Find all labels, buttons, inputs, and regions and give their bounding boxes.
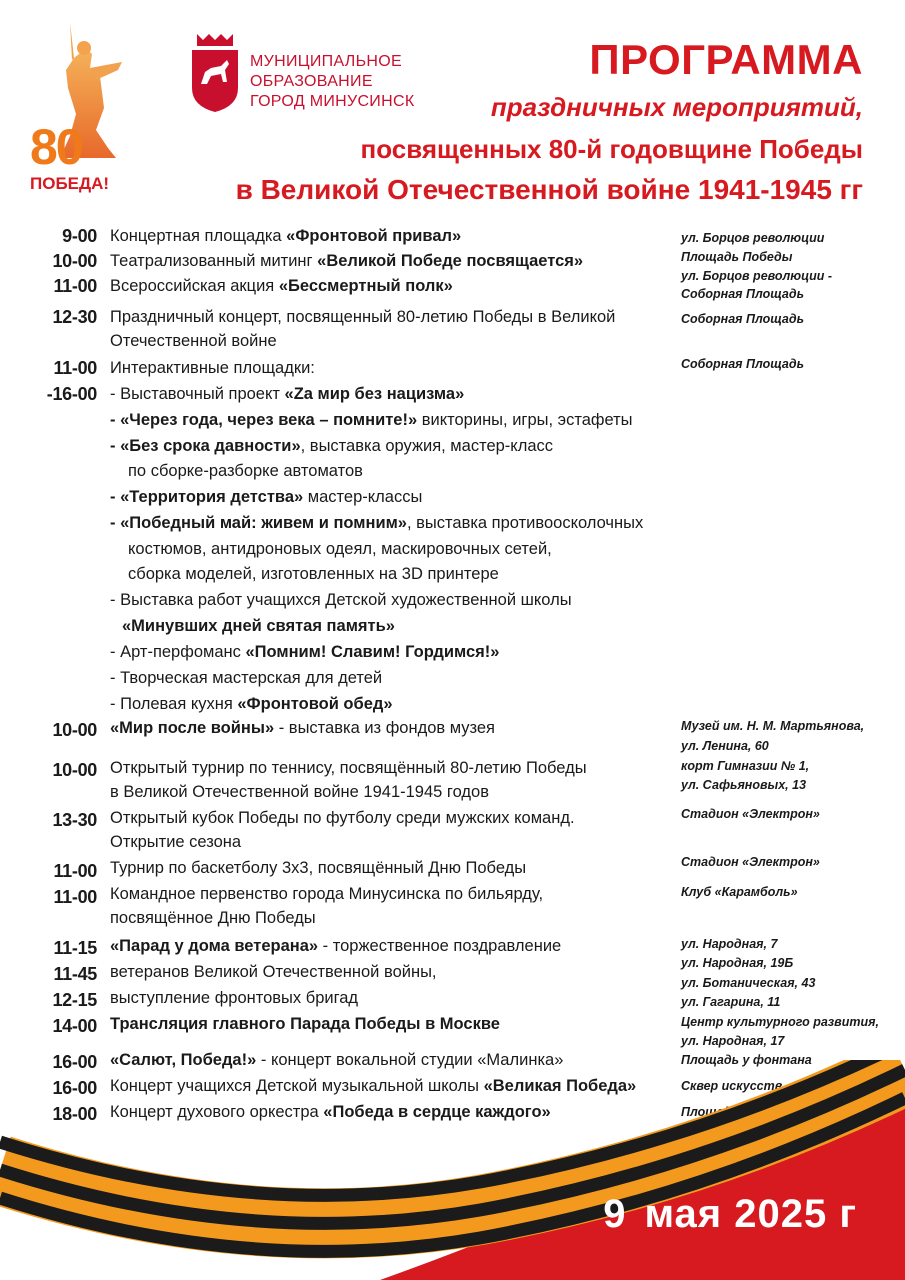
- emblem-number: 80: [30, 119, 82, 175]
- event-location: Сквер искусств: [681, 1079, 783, 1093]
- event-text-part: Концерт духового оркестра: [110, 1103, 324, 1121]
- event-text-line-2: Открытие сезона: [110, 833, 242, 851]
- sub-event-title: - «Через года, через века – помните!»: [110, 411, 418, 429]
- sub-event-title: «Zа мир без нацизма»: [284, 385, 465, 403]
- event-time: 13-30: [52, 810, 97, 830]
- event-location-1: ул. Народная, 7: [681, 937, 778, 951]
- event-text: Турнир по баскетболу 3х3, посвящённый Дню Победы: [110, 859, 527, 877]
- sub-event-title: «Минувших дней святая память»: [122, 617, 395, 635]
- event-time-3: 12-15: [52, 990, 97, 1010]
- program-subtitle-1: праздничных мероприятий,: [490, 92, 863, 122]
- event-location-2: ул. Народная, 17: [681, 1034, 785, 1048]
- event-time: 18-00: [52, 1104, 97, 1124]
- sub-event-title: - «Территория детства»: [110, 488, 304, 506]
- event-text-line-2: в Великой Отечественной войне 1941-1945 годов: [110, 783, 489, 801]
- sub-event: [110, 485, 422, 509]
- event-time: 10-00: [52, 251, 97, 271]
- sub-event-text: - Полевая кухня: [110, 695, 238, 713]
- sub-event-text: - Арт-перфоманс: [110, 643, 246, 661]
- event-text-part: Концерт учащихся Детской музыкальной школы: [110, 1077, 484, 1095]
- program-row: [0, 756, 905, 806]
- program-row: [0, 269, 905, 301]
- event-location: Стадион «Электрон»: [681, 807, 820, 821]
- program-subtitle-2: посвященных 80-й годовщине Победы: [360, 134, 863, 164]
- event-time: 14-00: [52, 1016, 97, 1036]
- event-time: 10-00: [52, 760, 97, 780]
- sub-event-continuation: по сборке-разборке автоматов: [128, 462, 363, 480]
- event-text-line-2: Отечественной войне: [110, 332, 277, 350]
- event-title: «Мир после войны»: [110, 719, 275, 737]
- event-text-part: Театрализованный митинг: [110, 252, 318, 270]
- event-text-line-2: ветеранов Великой Отечественной войны,: [110, 963, 437, 981]
- municipality-line-2: ОБРАЗОВАНИЕ: [250, 73, 373, 90]
- sub-event: - Творческая мастерская для детей: [110, 669, 383, 687]
- emblem-word: ПОБЕДА!: [30, 174, 110, 193]
- sub-event-text: мастер-классы: [303, 488, 423, 506]
- event-text-line-1: Праздничный концерт, посвященный 80-летию Победы в Великой: [110, 308, 616, 326]
- event-text-part: - торжественное поздравление: [318, 937, 562, 955]
- sub-event-text: викторины, игры, эстафеты: [417, 411, 633, 429]
- sub-event: - Выставка работ учащихся Детской художественной школы: [110, 591, 572, 609]
- sub-event-continuation: сборка моделей, изготовленных на 3D принтере: [128, 565, 499, 583]
- sub-event: [110, 382, 464, 406]
- sub-event: [110, 511, 643, 535]
- event-time: 10-00: [52, 720, 97, 740]
- minusinsk-coat-of-arms: [189, 32, 241, 114]
- event-text-line-3: выступление фронтовых бригад: [110, 989, 359, 1007]
- event-location-1: Центр культурного развития,: [681, 1015, 879, 1029]
- event-location: Соборная Площадь: [681, 312, 805, 326]
- event-location-2: ул. Ленина, 60: [681, 739, 769, 753]
- date-month-year: мая 2025 г: [644, 1192, 857, 1236]
- event-text-line-1: [110, 934, 561, 958]
- municipality-line-1: МУНИЦИПАЛЬНОЕ: [250, 53, 402, 70]
- event-date: [603, 1192, 857, 1237]
- sub-event-title: «Фронтовой обед»: [237, 695, 393, 713]
- sub-event: [110, 434, 553, 458]
- st-george-ribbon: [0, 1060, 905, 1280]
- program-row: [0, 882, 905, 932]
- sub-event-title: «Помним! Славим! Гордимся!»: [245, 643, 500, 661]
- program-row: [0, 856, 905, 882]
- event-text-part: Всероссийская акция: [110, 277, 279, 295]
- event-time: 11-00: [53, 861, 97, 881]
- event-title: «Бессмертный полк»: [278, 277, 453, 295]
- sub-event: [110, 692, 393, 716]
- event-title: «Парад у дома ветерана»: [110, 937, 319, 955]
- program-row-veterans-parade: [0, 934, 905, 1010]
- event-location: Клуб «Карамболь»: [681, 885, 798, 899]
- event-location-1: Музей им. Н. М. Мартьянова,: [681, 719, 865, 733]
- event-time-1: 11-15: [53, 938, 97, 958]
- sub-event-text: , выставка противоосколочных: [406, 514, 644, 532]
- event-location-2: ул. Сафьяновых, 13: [681, 778, 807, 792]
- event-location-4: ул. Гагарина, 11: [681, 995, 781, 1009]
- event-location: Площадь Победы: [681, 250, 793, 264]
- event-location-3: ул. Ботаническая, 43: [681, 976, 816, 990]
- event-location-2: Соборная Площадь: [681, 287, 805, 301]
- event-time: 12-30: [52, 307, 97, 327]
- event-title: «Фронтовой привал»: [286, 227, 462, 245]
- event-title: «Салют, Победа!»: [110, 1051, 257, 1069]
- event-time-2: 11-45: [53, 964, 97, 984]
- event-location-1: ул. Борцов революции -: [681, 269, 833, 283]
- sub-event-text: - Выставочный проект: [110, 385, 285, 403]
- program-row-interactive: [0, 356, 905, 716]
- program-row: [0, 806, 905, 856]
- event-text-line-1: Открытый турнир по теннису, посвящённый 80-летию Победы: [110, 759, 587, 777]
- event-text-line-1: Открытый кубок Победы по футболу среди мужских команд.: [110, 809, 575, 827]
- event-text: Интерактивные площадки:: [110, 359, 315, 377]
- sub-event-text: , выставка оружия, мастер-класс: [300, 437, 553, 455]
- event-time: 16-00: [52, 1052, 97, 1072]
- sub-event-continuation: костюмов, антидроновых одеял, маскировочных сетей,: [128, 540, 552, 558]
- event-text: [110, 249, 583, 273]
- program-row: [0, 716, 905, 756]
- event-time: 11-00: [53, 887, 97, 907]
- event-time-end: -16-00: [46, 384, 97, 404]
- event-title: «Великая Победа»: [483, 1077, 637, 1095]
- sub-event-title: - «Без срока давности»: [110, 437, 301, 455]
- event-title: Трансляция главного Парада Победы в Москве: [110, 1015, 500, 1033]
- event-time: 11-00: [53, 276, 97, 296]
- event-text: [110, 224, 461, 248]
- event-location-1: корт Гимназии № 1,: [681, 759, 810, 773]
- event-location: Площадь у фонтана: [681, 1053, 812, 1067]
- program-row: [0, 305, 905, 355]
- sub-event: [110, 408, 633, 432]
- event-text-line-2: посвящённое Дню Победы: [110, 909, 316, 927]
- event-text-line-1: Командное первенство города Минусинска по бильярду,: [110, 885, 544, 903]
- event-location-2: ул. Народная, 19Б: [681, 956, 794, 970]
- program-row: [0, 1012, 905, 1048]
- event-location: Соборная Площадь: [681, 357, 805, 371]
- sub-event-title: - «Победный май: живем и помним»: [110, 514, 407, 532]
- victory-80-emblem: [30, 18, 150, 208]
- coat-of-arms-icon: [189, 32, 241, 114]
- event-text-part: - выставка из фондов музея: [274, 719, 495, 737]
- event-text: [110, 716, 495, 740]
- event-time: 9-00: [62, 226, 97, 246]
- event-time: 16-00: [52, 1078, 97, 1098]
- event-location: ул. Борцов революции: [681, 231, 825, 245]
- date-day: 9: [603, 1192, 627, 1236]
- program-subtitle-3: в Великой Отечественной войне 1941-1945 гг: [235, 174, 863, 205]
- program-title: ПРОГРАММА: [589, 36, 863, 83]
- event-location: Площадь у фонтана: [681, 1105, 812, 1119]
- event-text-part: Концертная площадка: [110, 227, 287, 245]
- event-text: [110, 274, 453, 298]
- event-text-part: - концерт вокальной студии «Малинка»: [256, 1051, 564, 1069]
- event-time: 11-00: [53, 358, 97, 378]
- event-location: Стадион «Электрон»: [681, 855, 820, 869]
- program-row: [0, 224, 905, 250]
- event-title: «Великой Победе посвящается»: [317, 252, 584, 270]
- sub-event: [110, 640, 499, 664]
- municipality-line-3: ГОРОД МИНУСИНСК: [250, 93, 415, 110]
- event-title: «Победа в сердце каждого»: [323, 1103, 551, 1121]
